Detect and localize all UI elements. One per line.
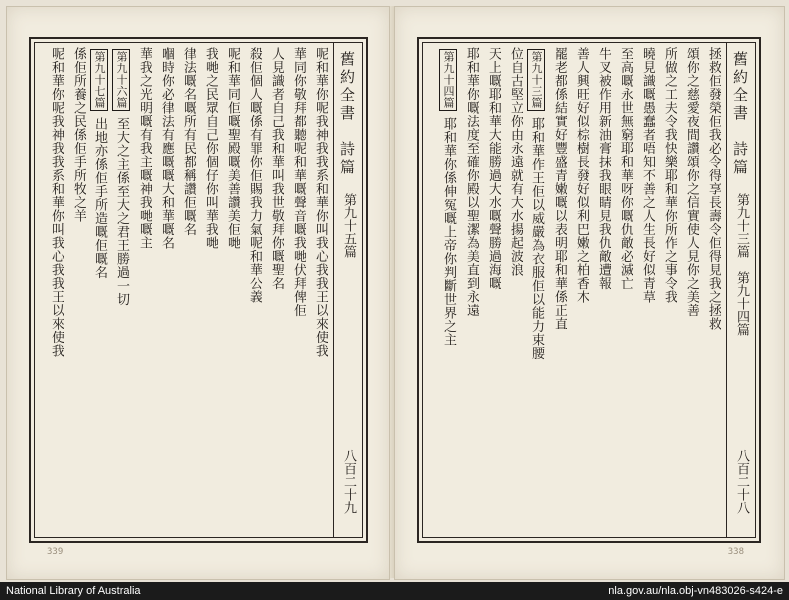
right-page: [394, 6, 785, 580]
right-col-7: 善人興旺好似棕樹長發好似利巴嫩之柏香木: [574, 47, 589, 304]
right-text-frame: [417, 37, 761, 543]
right-col-9-text: 耶和華作王佢以威嚴為衣服佢以能力束腰: [529, 117, 544, 361]
right-col-11: 天上嘅耶和華大能勝過大水嘅聲勝過海嘅: [486, 47, 501, 290]
left-col-2: 華同你敬拜都聽呢和華嘅聲音嘅我哋伏拜俾佢: [291, 47, 306, 317]
right-col-9: [527, 47, 545, 533]
left-col-10-text: 至大之主係至大之君王勝過一切: [114, 117, 129, 307]
right-col-3: 所做之工夫令我快樂耶和華你所作之事令我: [662, 47, 677, 304]
footer-library-name: National Library of Australia: [6, 585, 141, 597]
right-col-2: 頌你之慈愛夜間讚頌你之信實使人見你之美善: [684, 47, 699, 317]
right-col-8: 罷老都係結實好豐盛青嫩嘅以表明耶和華係正直: [552, 47, 567, 331]
left-col-11-text: 出地亦係佢手所造嘅佢嘅名: [92, 117, 107, 280]
right-column-rule: [726, 43, 727, 537]
left-col-7: 律法嘅名嘅所有民都稱讚佢嘅名: [181, 47, 196, 236]
left-section-label: 第九十五篇: [341, 193, 356, 258]
left-col-10: [112, 47, 130, 533]
right-heading-93: 第九十三篇: [527, 49, 545, 111]
right-heading-94: 第九十四篇: [439, 49, 457, 111]
left-bottom-stamp: 339: [47, 547, 64, 557]
right-col-6: 牛叉被作用新油膏抹我眼睛見我仇敵遭報: [596, 47, 611, 290]
right-col-13-text: 耶和華你係伸冤嘅上帝你判斷世界之主: [441, 117, 456, 347]
left-text-frame: [29, 37, 368, 543]
right-col-4: 曉見識嘅愚蠢者唔知不善之人生長好似青草: [640, 47, 655, 304]
right-col-5: 至高嘅永世無窮耶和華呀你嘅仇敵必滅亡: [618, 47, 633, 290]
left-page-number: 八百二十九: [341, 449, 356, 514]
left-running-title: 舊約全書 詩篇: [338, 51, 356, 177]
right-bottom-stamp: 338: [727, 547, 744, 557]
left-col-13: 呢和華你呢我神我我系和華你叫我心我我王以來使我: [49, 47, 64, 358]
left-col-8: 嗰時你必律法有應嘅嘅大和華嘅名: [159, 47, 174, 250]
right-col-12: 耶和華你嘅法度至確你殿以聖潔為美直到永遠: [464, 47, 479, 317]
left-col-9: 華我之光明嘅有我主嘅神我哋嘅主: [137, 47, 152, 250]
right-col-1: 拯救佢發榮佢我必令得享長壽令佢得見我之拯救: [706, 47, 721, 331]
right-col-10: 位自古堅立你由永遠就有大水揚起波浪: [508, 47, 523, 277]
left-heading-97: 第九十七篇: [90, 49, 108, 111]
right-col-13: [439, 47, 457, 533]
footer-object-id: nla.gov.au/nla.obj-vn483026-s424-e: [608, 585, 783, 597]
scan-footer-bar: [0, 582, 789, 600]
left-col-11: [90, 47, 108, 533]
left-col-3: 人見識者自己我和華叫我世敬拜你嘅聖名: [269, 47, 284, 290]
left-col-5: 呢和華同佢嘅聖殿嘅美善讚美佢哋: [225, 47, 240, 250]
right-section-label: 第九十三篇 第九十四篇: [734, 193, 749, 336]
left-page: [6, 6, 390, 580]
left-col-12: 係佢所養之民係佢手所牧之羊: [71, 47, 86, 223]
left-col-4: 殺佢個人嘅係有罪你佢賜我力氣呢和華公義: [247, 47, 262, 304]
right-page-number: 八百二十八: [734, 449, 749, 514]
left-col-1: 呢和華你呢我神我我系和華你叫我心我我王以來使我: [313, 47, 328, 358]
left-heading-96: 第九十六篇: [112, 49, 130, 111]
right-running-title: 舊約全書 詩篇: [731, 51, 749, 177]
left-col-6: 我哋之民眾自己你個仔你叫華我哋: [203, 47, 218, 250]
left-column-rule: [333, 43, 334, 537]
